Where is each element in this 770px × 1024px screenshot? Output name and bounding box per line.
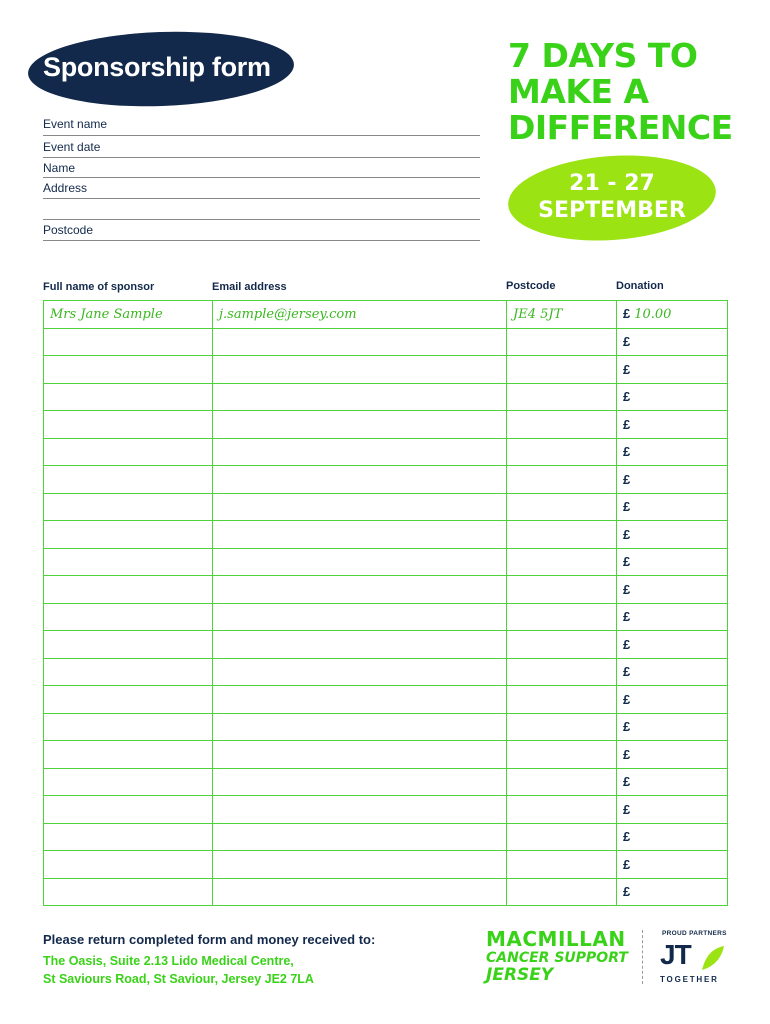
- sponsor-name-cell[interactable]: [44, 768, 213, 796]
- page-title: Sponsorship form: [43, 52, 271, 82]
- email-cell[interactable]: [213, 686, 507, 714]
- donation-cell[interactable]: [617, 851, 728, 879]
- postcode-cell[interactable]: [507, 438, 617, 466]
- table-row: [44, 411, 728, 439]
- table-row: [44, 686, 728, 714]
- postcode-cell[interactable]: [507, 878, 617, 906]
- headline-line-3: DIFFERENCE: [508, 108, 733, 147]
- sponsor-name-cell[interactable]: [44, 356, 213, 384]
- sponsor-name-cell[interactable]: [44, 686, 213, 714]
- postcode-cell[interactable]: [507, 328, 617, 356]
- donation-cell[interactable]: [617, 301, 728, 329]
- event-date-field[interactable]: [43, 157, 480, 158]
- pound-sign: £: [623, 801, 631, 817]
- donation-cell[interactable]: [617, 878, 728, 906]
- postcode-cell[interactable]: [507, 493, 617, 521]
- sponsor-name-cell[interactable]: [44, 741, 213, 769]
- address-line-1: The Oasis, Suite 2.13 Lido Medical Centre,: [43, 954, 294, 968]
- pound-sign: £: [623, 884, 631, 900]
- pound-sign: £: [623, 719, 631, 735]
- postcode-cell[interactable]: [507, 768, 617, 796]
- postcode-cell[interactable]: [507, 658, 617, 686]
- column-header-sponsor: Full name of sponsor: [43, 281, 155, 293]
- postcode-cell[interactable]: [507, 686, 617, 714]
- pound-sign: £: [623, 609, 631, 625]
- pound-sign: £: [623, 334, 631, 350]
- email-cell[interactable]: [213, 521, 507, 549]
- pound-sign: £: [623, 361, 631, 377]
- table-row: [44, 796, 728, 824]
- pound-sign: £: [623, 444, 631, 460]
- donation-cell[interactable]: [617, 356, 728, 384]
- email-cell[interactable]: [213, 796, 507, 824]
- table-row: [44, 631, 728, 659]
- partner-tagline: TOGETHER: [660, 975, 719, 984]
- sponsor-name-cell[interactable]: [44, 631, 213, 659]
- donation-cell[interactable]: [617, 631, 728, 659]
- postcode-cell[interactable]: [507, 631, 617, 659]
- postcode-cell[interactable]: [507, 576, 617, 604]
- table-row: [44, 603, 728, 631]
- macmillan-logo: [486, 928, 628, 984]
- sponsor-name-cell[interactable]: [44, 466, 213, 494]
- sponsor-name-cell[interactable]: [44, 438, 213, 466]
- donation-cell[interactable]: [617, 521, 728, 549]
- sponsor-name-cell[interactable]: [44, 576, 213, 604]
- table-row: [44, 521, 728, 549]
- table-row: [44, 356, 728, 384]
- sponsor-table: [43, 300, 728, 906]
- donation-cell[interactable]: [617, 713, 728, 741]
- donation-amount: 10.00: [634, 307, 672, 323]
- postcode-cell[interactable]: [507, 741, 617, 769]
- date-month: SEPTEMBER: [538, 198, 686, 223]
- table-row: [44, 768, 728, 796]
- pound-sign: £: [623, 636, 631, 652]
- email-cell[interactable]: [213, 658, 507, 686]
- sponsor-name-cell[interactable]: [44, 411, 213, 439]
- email-cell[interactable]: [213, 878, 507, 906]
- postcode-cell[interactable]: [507, 603, 617, 631]
- donation-cell[interactable]: [617, 823, 728, 851]
- pound-sign: £: [623, 471, 631, 487]
- column-header-email: Email address: [212, 281, 287, 293]
- name-field[interactable]: [43, 177, 480, 178]
- pound-sign: £: [623, 306, 631, 322]
- email-cell[interactable]: [213, 768, 507, 796]
- logo-line-1: MACMILLAN: [486, 927, 626, 951]
- sponsor-name-cell[interactable]: [44, 796, 213, 824]
- table-row: [44, 493, 728, 521]
- email-cell[interactable]: [213, 631, 507, 659]
- sponsor-name-cell[interactable]: [44, 548, 213, 576]
- postcode-label: Postcode: [43, 223, 94, 237]
- headline-line-1: 7 DAYS TO: [508, 36, 698, 75]
- leaf-icon: [700, 944, 726, 972]
- pound-sign: £: [623, 499, 631, 515]
- sponsor-name-cell[interactable]: [44, 383, 213, 411]
- pound-sign: £: [623, 416, 631, 432]
- donation-cell[interactable]: [617, 438, 728, 466]
- donation-cell[interactable]: [617, 411, 728, 439]
- table-row: [44, 383, 728, 411]
- date-range: [508, 170, 716, 224]
- email-cell[interactable]: [213, 851, 507, 879]
- sponsor-name-cell[interactable]: [44, 521, 213, 549]
- column-header-postcode: Postcode: [506, 280, 556, 292]
- pound-sign: £: [623, 554, 631, 570]
- sponsor-name-cell[interactable]: [44, 603, 213, 631]
- donation-cell[interactable]: [617, 328, 728, 356]
- postcode-cell[interactable]: [507, 548, 617, 576]
- donation-cell[interactable]: [617, 603, 728, 631]
- name-label: Name: [43, 161, 76, 175]
- sponsor-name-cell[interactable]: [44, 658, 213, 686]
- address-field-line-1[interactable]: [43, 198, 480, 199]
- event-name-field[interactable]: [43, 135, 480, 136]
- headline-line-2: MAKE A: [508, 72, 649, 111]
- pound-sign: £: [623, 856, 631, 872]
- table-row: [44, 301, 728, 329]
- table-row: [44, 713, 728, 741]
- email-cell[interactable]: [213, 741, 507, 769]
- email-cell[interactable]: [213, 603, 507, 631]
- donation-cell[interactable]: [617, 658, 728, 686]
- donation-cell[interactable]: [617, 383, 728, 411]
- postcode-cell[interactable]: [507, 823, 617, 851]
- email-cell[interactable]: [213, 383, 507, 411]
- logo-line-2: CANCER SUPPORT: [486, 950, 628, 966]
- email-cell[interactable]: [213, 823, 507, 851]
- logo-line-3: JERSEY: [486, 965, 554, 985]
- postcode-cell[interactable]: [507, 713, 617, 741]
- postcode-cell[interactable]: [507, 383, 617, 411]
- event-name-label: Event name: [43, 117, 108, 131]
- sponsor-name-cell[interactable]: [44, 878, 213, 906]
- table-row: [44, 741, 728, 769]
- postcode-cell[interactable]: [507, 411, 617, 439]
- email-cell[interactable]: [213, 356, 507, 384]
- address-line-2: St Saviours Road, St Saviour, Jersey JE2 7LA: [43, 972, 314, 986]
- postcode-cell[interactable]: [507, 466, 617, 494]
- table-row: [44, 851, 728, 879]
- table-row: [44, 328, 728, 356]
- donation-cell[interactable]: [617, 493, 728, 521]
- pound-sign: £: [623, 774, 631, 790]
- sponsor-name-cell[interactable]: [44, 823, 213, 851]
- donation-cell[interactable]: [617, 768, 728, 796]
- donation-cell[interactable]: [617, 548, 728, 576]
- email-cell[interactable]: [213, 466, 507, 494]
- pound-sign: £: [623, 691, 631, 707]
- pound-sign: £: [623, 746, 631, 762]
- sponsor-name-cell[interactable]: [44, 328, 213, 356]
- postcode-field[interactable]: [43, 240, 480, 241]
- donation-cell[interactable]: [617, 576, 728, 604]
- email-cell[interactable]: j.sample@jersey.com: [213, 301, 507, 329]
- pound-sign: £: [623, 581, 631, 597]
- address-field-line-2[interactable]: [43, 219, 480, 220]
- sponsor-name-cell[interactable]: Mrs Jane Sample: [44, 301, 213, 329]
- date-days: 21 - 27: [569, 171, 655, 196]
- sponsor-name-cell[interactable]: [44, 713, 213, 741]
- address-label: Address: [43, 181, 88, 195]
- email-cell[interactable]: [213, 713, 507, 741]
- table-row: [44, 576, 728, 604]
- postcode-cell[interactable]: JE4 5JT: [507, 301, 617, 329]
- postcode-cell[interactable]: [507, 796, 617, 824]
- donation-cell[interactable]: [617, 466, 728, 494]
- table-row: [44, 548, 728, 576]
- logo-divider: [642, 930, 643, 984]
- donation-cell[interactable]: [617, 686, 728, 714]
- return-heading: Please return completed form and money received to:: [43, 932, 376, 947]
- email-cell[interactable]: [213, 548, 507, 576]
- email-cell[interactable]: [213, 411, 507, 439]
- sponsor-name-cell[interactable]: [44, 851, 213, 879]
- table-row: [44, 878, 728, 906]
- pound-sign: £: [623, 389, 631, 405]
- table-row: [44, 438, 728, 466]
- partners-label: PROUD PARTNERS: [662, 930, 727, 937]
- table-row: [44, 823, 728, 851]
- table-row: [44, 658, 728, 686]
- column-header-donation: Donation: [616, 280, 664, 292]
- email-cell[interactable]: [213, 576, 507, 604]
- donation-cell[interactable]: [617, 741, 728, 769]
- pound-sign: £: [623, 526, 631, 542]
- email-cell[interactable]: [213, 493, 507, 521]
- postcode-cell[interactable]: [507, 356, 617, 384]
- sponsor-name-cell[interactable]: [44, 493, 213, 521]
- email-cell[interactable]: [213, 438, 507, 466]
- jt-logo: JT: [660, 939, 691, 970]
- postcode-cell[interactable]: [507, 521, 617, 549]
- event-date-label: Event date: [43, 140, 101, 154]
- pound-sign: £: [623, 664, 631, 680]
- postcode-cell[interactable]: [507, 851, 617, 879]
- email-cell[interactable]: [213, 328, 507, 356]
- donation-cell[interactable]: [617, 796, 728, 824]
- pound-sign: £: [623, 829, 631, 845]
- table-row: [44, 466, 728, 494]
- headline: [508, 38, 748, 146]
